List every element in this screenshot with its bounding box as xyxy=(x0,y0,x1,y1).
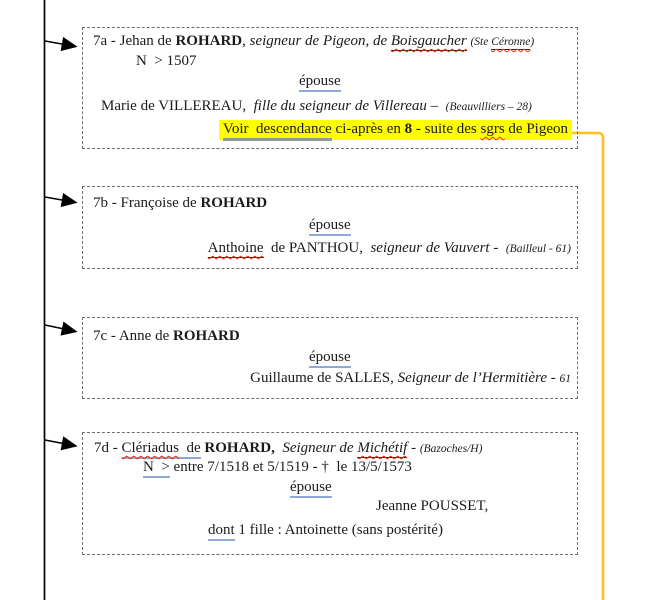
genealogy-box-7b xyxy=(82,186,578,269)
text-segment: seigneur de Vauvert - xyxy=(370,240,506,256)
arrow-icon-7b xyxy=(45,197,76,203)
text-segment: 7c - Anne de xyxy=(93,328,173,344)
text-segment: seigneur de Pigeon, de xyxy=(249,33,391,49)
text-segment: (Bazoches/H) xyxy=(419,443,483,455)
text-segment: Marie de VILLEREAU, xyxy=(101,98,254,114)
text-line xyxy=(93,33,534,51)
text-segment: (Ste xyxy=(470,36,492,48)
text-segment: ci-après en xyxy=(331,121,405,137)
text-line xyxy=(309,217,351,234)
arrow-icon-7c xyxy=(45,325,76,332)
text-line xyxy=(299,73,341,90)
text-line xyxy=(101,98,532,116)
text-segment: - suite des xyxy=(412,121,481,137)
text-segment: (Beauvilliers – 28) xyxy=(445,101,532,113)
text-segment: 8 xyxy=(404,121,413,137)
text-segment: , xyxy=(242,33,250,49)
text-segment: 7b - Françoise de xyxy=(93,195,201,211)
text-segment: Seigneur de l’Hermitière - xyxy=(397,370,560,386)
text-segment: 7a - Jehan de xyxy=(93,33,176,49)
text-segment: ROHARD, xyxy=(204,440,275,456)
text-segment: entre 7/1518 et 5/1519 - † le 13/5/1573 xyxy=(169,459,412,475)
text-line xyxy=(136,53,197,70)
text-segment: dont xyxy=(208,522,235,541)
arrow-icon-7d xyxy=(45,440,76,446)
text-segment: Michétif xyxy=(357,440,408,456)
genealogy-box-7c xyxy=(82,317,578,399)
text-segment: N > 1507 xyxy=(136,53,197,69)
text-segment: Voir descendance xyxy=(223,121,332,141)
text-segment: Boisgaucher xyxy=(390,33,467,49)
text-line xyxy=(143,459,412,476)
text-line xyxy=(250,370,571,388)
text-line xyxy=(94,440,482,458)
text-segment: ) xyxy=(530,36,535,48)
text-segment: Céronne xyxy=(491,36,531,48)
text-segment: épouse xyxy=(309,349,351,368)
text-segment: Guillaume de SALLES, xyxy=(250,370,398,386)
text-line xyxy=(376,498,488,515)
text-segment: fille du seigneur de Villereau – xyxy=(253,98,442,114)
genealogy-box-7d xyxy=(82,432,578,555)
text-segment: épouse xyxy=(309,217,351,236)
text-segment: de PANTHOU, xyxy=(263,240,371,256)
text-segment: (Bailleul - 61) xyxy=(505,243,571,255)
text-line xyxy=(208,522,443,539)
text-segment: 61 xyxy=(559,373,571,385)
genealogy-box-7a xyxy=(82,27,578,149)
text-segment: sgrs xyxy=(480,121,505,137)
text-segment: 7d - xyxy=(94,440,122,456)
text-segment: ROHARD xyxy=(172,328,240,344)
arrow-icon-7a xyxy=(45,41,76,47)
text-segment: de xyxy=(179,440,201,459)
text-segment: 1 fille : Antoinette (sans postérité) xyxy=(234,522,443,538)
text-line xyxy=(208,240,571,258)
text-segment: ROHARD xyxy=(200,195,268,211)
text-segment: - xyxy=(407,440,420,456)
text-line xyxy=(309,349,351,366)
text-segment: épouse xyxy=(290,479,332,498)
text-segment: N > xyxy=(143,459,170,478)
text-segment: épouse xyxy=(299,73,341,92)
descendance-reference-link[interactable] xyxy=(219,120,572,140)
text-line xyxy=(93,195,267,212)
text-segment: de Pigeon xyxy=(504,121,568,137)
text-line xyxy=(290,479,332,496)
text-segment: ROHARD xyxy=(175,33,243,49)
text-segment: Jeanne POUSSET, xyxy=(376,498,489,514)
text-segment: Clériadus xyxy=(122,440,180,459)
text-segment: Seigneur de xyxy=(282,440,358,456)
text-segment: Anthoine xyxy=(207,240,264,256)
text-line xyxy=(93,328,240,345)
